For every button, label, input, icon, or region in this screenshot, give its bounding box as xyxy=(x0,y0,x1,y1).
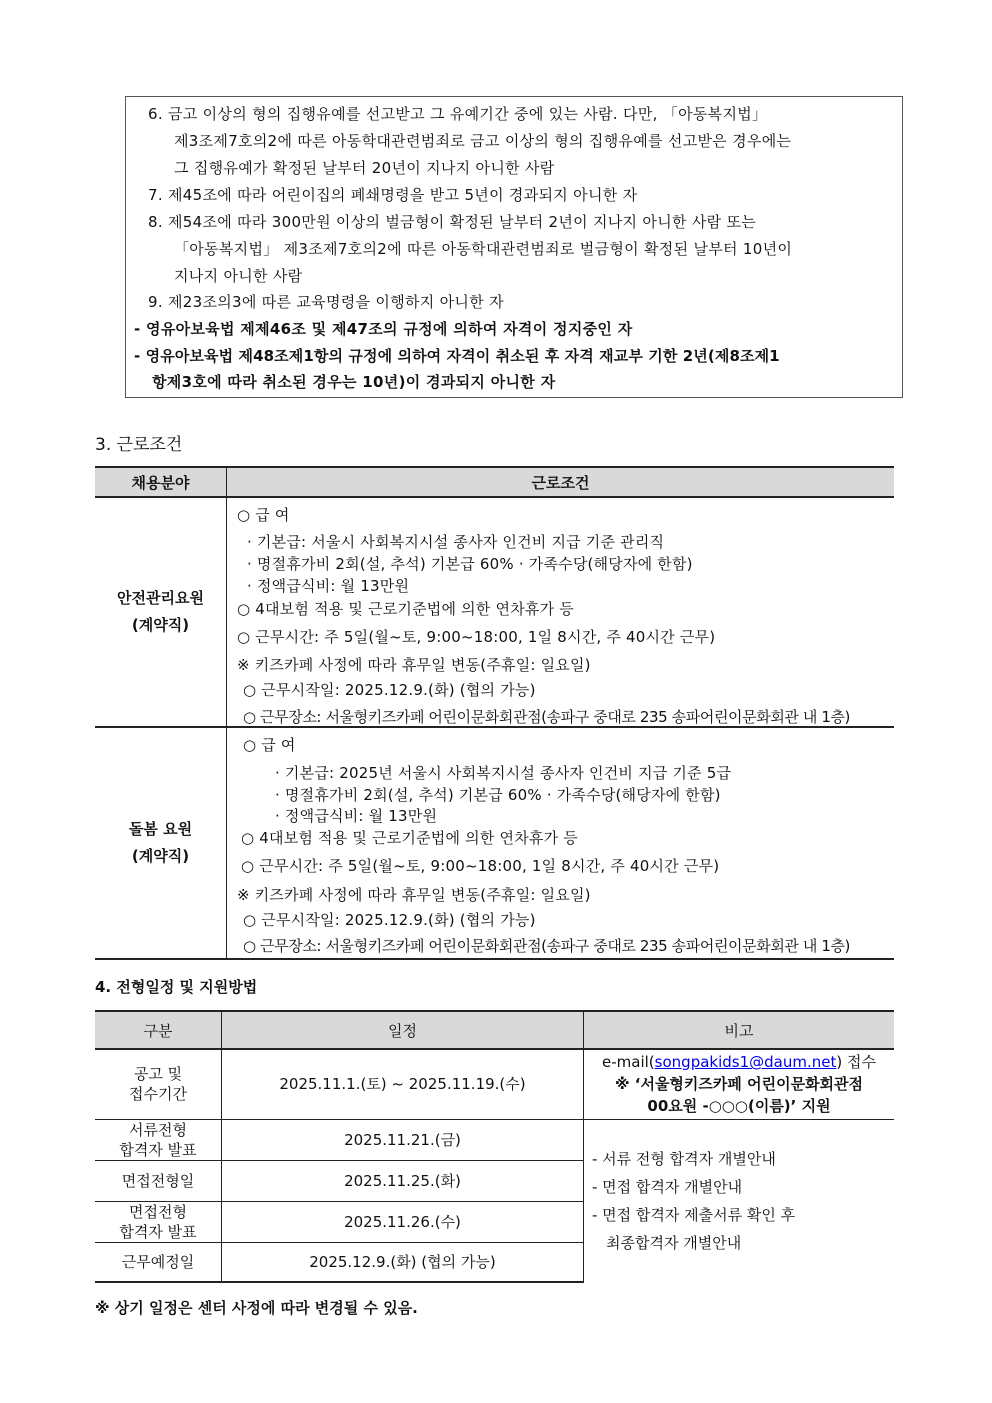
item-6-line-3: 그 집행유예가 확정된 날부터 20년이 지나지 아니한 사람 xyxy=(174,159,555,177)
label-line: 합격자 발표 xyxy=(119,1140,197,1159)
list-item: ○ 급 여 xyxy=(243,736,296,754)
row-date: 2025.12.9.(화) (협의 가능) xyxy=(222,1242,584,1282)
list-item: ※ 키즈카페 사정에 따라 휴무일 변동(주휴일: 일요일) xyxy=(237,656,591,674)
conditions-safety xyxy=(227,497,895,727)
header-conditions: 근로조건 xyxy=(531,473,590,492)
label-line: 서류전형 xyxy=(129,1120,187,1139)
table-row xyxy=(95,727,894,959)
list-item: · 기본급: 2025년 서울시 사회복지시설 종사자 인건비 지급 기준 5급 xyxy=(275,764,732,782)
table-row xyxy=(95,497,894,727)
schedule-table xyxy=(95,1010,894,1283)
bold-item-2-line-2: 항제3호에 따라 취소된 경우는 10년)이 경과되지 아니한 자 xyxy=(152,373,556,391)
category-safety xyxy=(95,497,227,727)
header-remarks: 비고 xyxy=(584,1011,895,1049)
conditions-care xyxy=(227,727,895,959)
row-date: 2025.11.25.(화) xyxy=(222,1160,584,1201)
list-item: · 정액급식비: 월 13만원 xyxy=(275,807,438,825)
email-suffix: ) 접수 xyxy=(836,1053,876,1072)
row-date: 2025.11.26.(수) xyxy=(222,1201,584,1242)
label-line: 면접전형일 xyxy=(121,1171,195,1190)
row-label xyxy=(95,1242,222,1282)
category-name: 안전관리요원 xyxy=(117,589,204,607)
row-label xyxy=(95,1119,222,1160)
header-field: 채용분야 xyxy=(95,467,227,497)
list-item: ○ 근무장소: 서울형키즈카페 어린이문화회관점(송파구 중대로 235 송파어린이문화회관 내 1층) xyxy=(243,937,851,955)
email-line xyxy=(584,1051,894,1073)
category-type: (계약직) xyxy=(131,847,190,865)
notes-cell xyxy=(584,1119,895,1282)
list-item: ○ 근무시작일: 2025.12.9.(화) (협의 가능) xyxy=(243,911,536,929)
list-item: ○ 근무시간: 주 5일(월~토, 9:00~18:00, 1일 8시간, 주 40시간 근무) xyxy=(241,857,720,875)
note-line: - 면접 합격자 제출서류 확인 후 xyxy=(592,1205,796,1224)
list-item: ○ 근무시작일: 2025.12.9.(화) (협의 가능) xyxy=(243,681,536,699)
disqualification-box xyxy=(125,96,903,398)
email-link[interactable]: songpakids1@daum.net xyxy=(654,1053,837,1072)
header-category: 구분 xyxy=(95,1011,222,1049)
apply-note-line-2: 00요원 -○○○(이름)’ 지원 xyxy=(647,1097,831,1116)
work-conditions-table xyxy=(95,466,894,960)
list-item: ○ 급 여 xyxy=(237,506,290,524)
list-item: ○ 4대보험 적용 및 근로기준법에 의한 연차휴가 등 xyxy=(241,829,578,847)
section-3-title: 3. 근로조건 xyxy=(95,435,183,455)
note-line: 최종합격자 개별안내 xyxy=(606,1233,742,1252)
item-8-line-2: 「아동복지법」 제3조제7호의2에 따른 아동학대관련범죄로 벌금형이 확정된 날부터 10년이 xyxy=(174,240,793,258)
bold-item-1: - 영유아보육법 제제46조 및 제47조의 규정에 의하여 자격이 정지중인 자 xyxy=(134,320,633,338)
note-line: - 면접 합격자 개별안내 xyxy=(592,1177,743,1196)
list-item: · 정액급식비: 월 13만원 xyxy=(247,577,410,595)
section-4-title: 4. 전형일정 및 지원방법 xyxy=(95,978,258,996)
list-item: ※ 키즈카페 사정에 따라 휴무일 변동(주휴일: 일요일) xyxy=(237,886,591,904)
item-9: 9. 제23조의3에 따른 교육명령을 이행하지 아니한 자 xyxy=(148,293,504,311)
list-item: · 기본급: 서울시 사회복지시설 종사자 인건비 지급 기준 관리직 xyxy=(247,533,665,551)
apply-method xyxy=(584,1049,895,1119)
item-8-line-3: 지나지 아니한 사람 xyxy=(174,267,303,285)
email-prefix: e-mail( xyxy=(602,1053,655,1072)
apply-note-line-1: ※ ‘서울형키즈카페 어린이문화회관점 xyxy=(614,1075,864,1094)
label-line: 합격자 발표 xyxy=(119,1222,197,1241)
item-6-line-2: 제3조제7호의2에 따른 아동학대관련범죄로 금고 이상의 형의 집행유예를 선고받은 경우에는 xyxy=(174,132,792,150)
category-name: 돌봄 요원 xyxy=(128,820,193,838)
footer-note: ※ 상기 일정은 센터 사정에 따라 변경될 수 있음. xyxy=(95,1299,418,1317)
row-label xyxy=(95,1201,222,1242)
item-7: 7. 제45조에 따라 어린이집의 폐쇄명령을 받고 5년이 경과되지 아니한 자 xyxy=(148,186,638,204)
row-label xyxy=(95,1160,222,1201)
list-item: · 명절휴가비 2회(설, 추석) 기본급 60% · 가족수당(해당자에 한함) xyxy=(275,786,721,804)
note-line: - 서류 전형 합격자 개별안내 xyxy=(592,1149,776,1168)
list-item: ○ 4대보험 적용 및 근로기준법에 의한 연차휴가 등 xyxy=(237,600,574,618)
list-item: ○ 근무장소: 서울형키즈카페 어린이문화회관점(송파구 중대로 235 송파어린이문화회관 내 1층) xyxy=(243,708,851,726)
category-care xyxy=(95,727,227,959)
item-6-line-1: 6. 금고 이상의 형의 집행유예를 선고받고 그 유예기간 중에 있는 사람. 다만, 「아동복지법」 xyxy=(148,105,768,123)
list-item: · 명절휴가비 2회(설, 추석) 기본급 60% · 가족수당(해당자에 한함) xyxy=(247,555,693,573)
bold-item-2-line-1: - 영유아보육법 제48조제1항의 규정에 의하여 자격이 취소된 후 자격 재교부 기한 2년(제8조제1 xyxy=(134,347,780,365)
table-header-row xyxy=(95,1011,894,1049)
label-line: 면접전형 xyxy=(129,1202,187,1221)
table-row xyxy=(95,1119,894,1160)
row-date: 2025.11.1.(토) ~ 2025.11.19.(수) xyxy=(222,1049,584,1119)
table-row xyxy=(95,1049,894,1119)
label-line: 근무예정일 xyxy=(121,1252,195,1271)
label-line: 접수기간 xyxy=(129,1085,187,1104)
label-line: 공고 및 xyxy=(133,1065,183,1084)
row-label xyxy=(95,1049,222,1119)
category-type: (계약직) xyxy=(131,616,190,634)
row-date: 2025.11.21.(금) xyxy=(222,1119,584,1160)
list-item: ○ 근무시간: 주 5일(월~토, 9:00~18:00, 1일 8시간, 주 40시간 근무) xyxy=(237,628,716,646)
item-8-line-1: 8. 제54조에 따라 300만원 이상의 벌금형이 확정된 날부터 2년이 지나지 아니한 사람 또는 xyxy=(148,213,757,231)
header-schedule: 일정 xyxy=(222,1011,584,1049)
table-header-row xyxy=(95,467,894,497)
